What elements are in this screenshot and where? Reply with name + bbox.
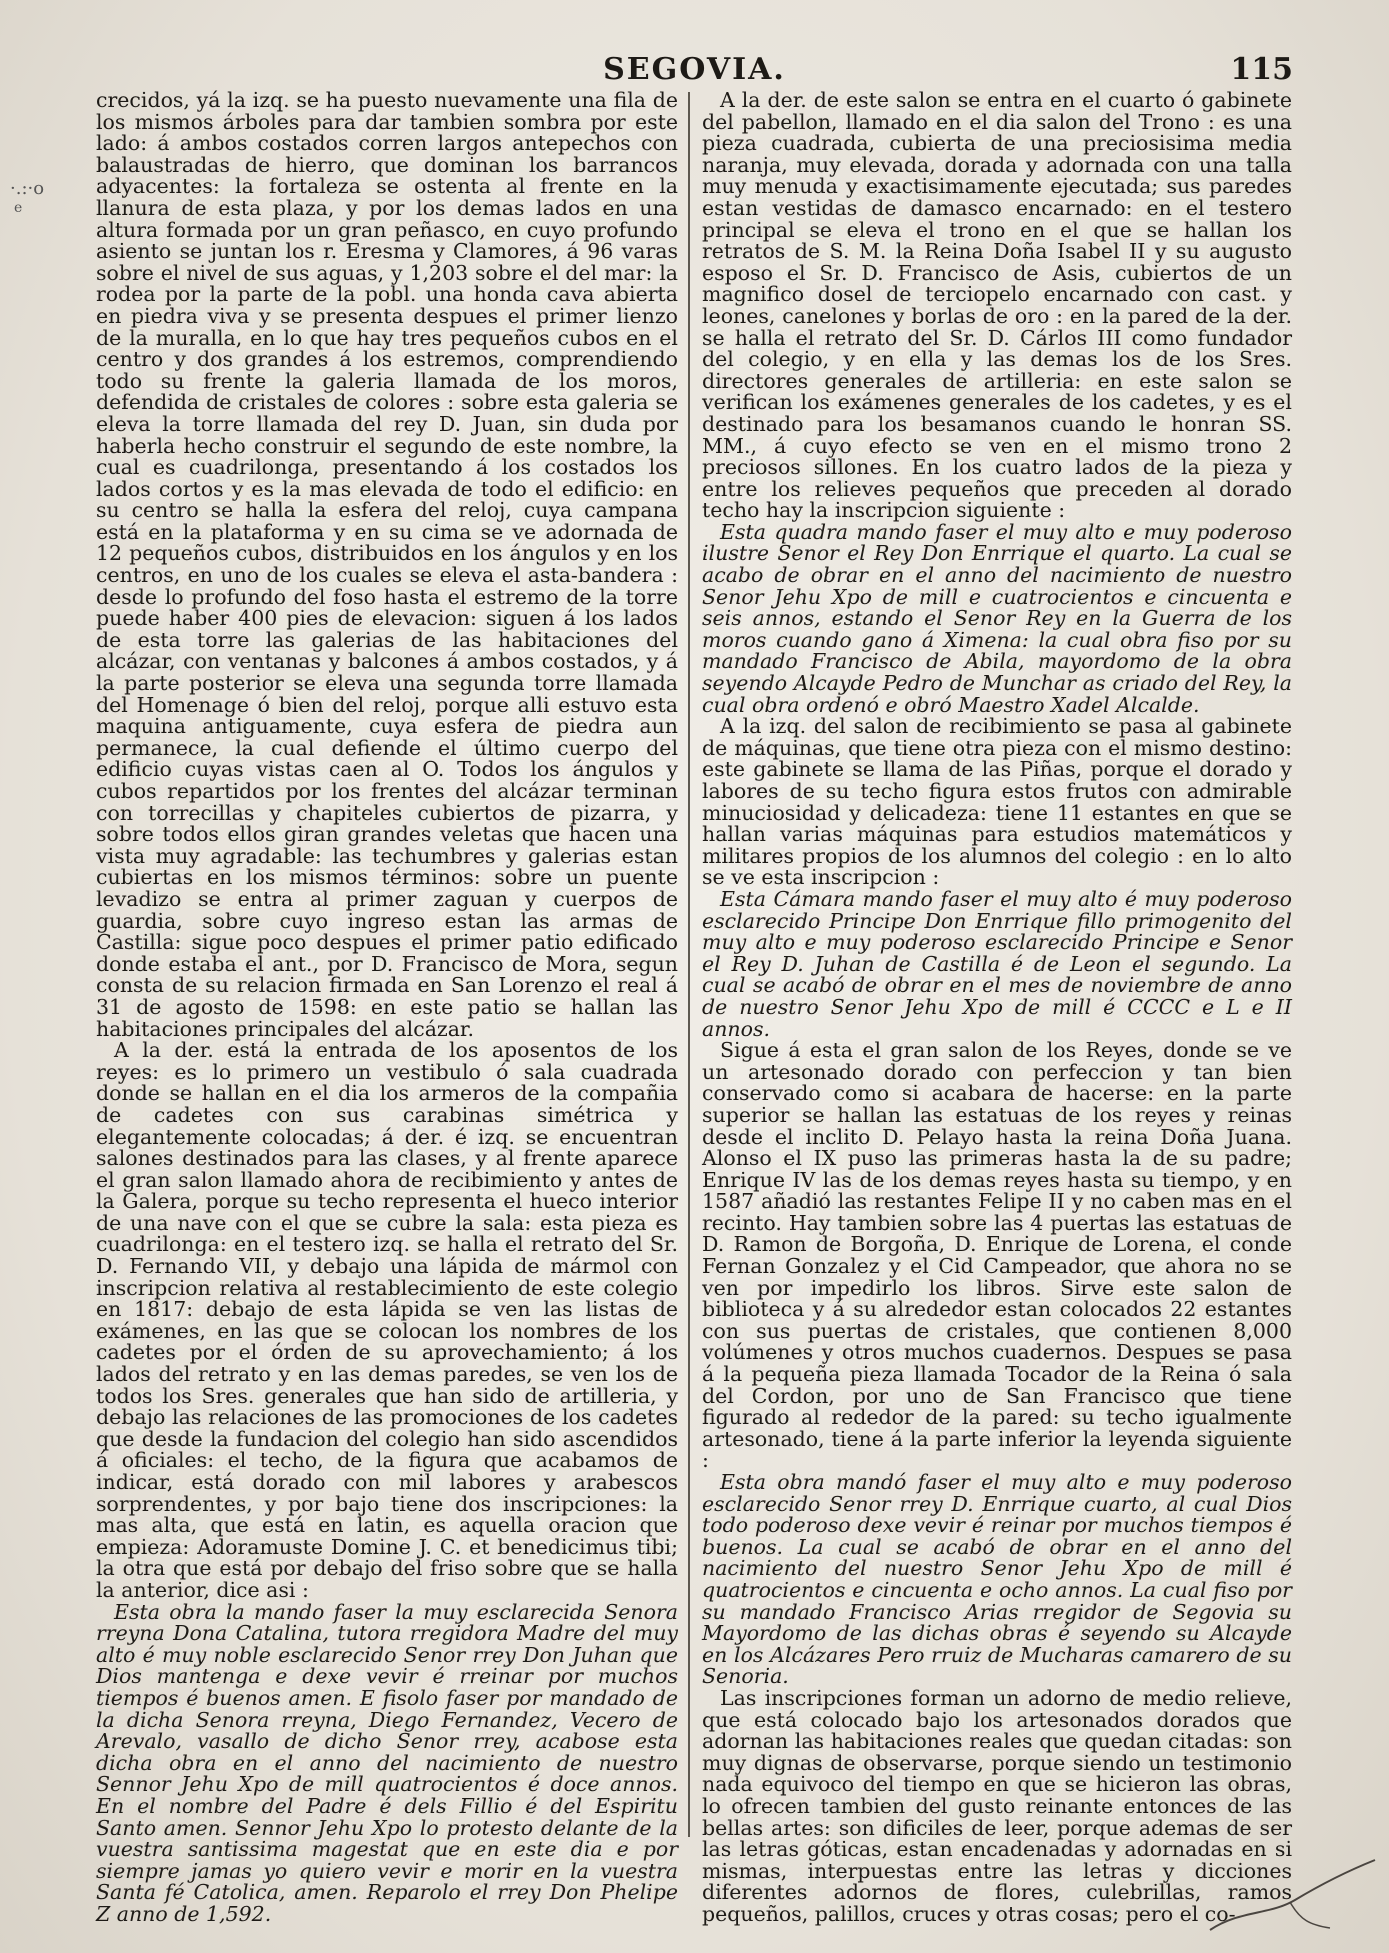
right-paragraph-1: A la der. de este salon se entra en el cuarto ó gabinete del pabellon, llamado en el dia salon del Trono : es una pieza cuadrada, cubierta de una preciosisima media naranja, muy elevada, dorada y adornada con una talla muy menuda y exactisimamente ejecutada; sus paredes estan vestidas de damasco encarnado: en el testero principal se eleva el trono en el que se hallan los retratos de S. M. la Reina Doña Isabel II y su augusto esposo el Sr. D. Francisco de Asis, cubiertos de un magnifico dosel de terciopelo encarnado con cast. y leones, canelones y borlas de oro : en la pared de la der. se halla el retrato del Sr. D. Cárlos III como fundador del colegio, y en ella y las demas los de los Sres. directores generales de artilleria: en este salon se verifican los exámenes generales de los cadetes, y es el destinado para los besamanos cuando le honran SS. MM., á cuyo efecto se ven en el mismo trono 2 preciosos sillones. En los cuatro lados de la pieza y entre los relieves pequeños que preceden al dorado techo hay la inscripcion siguiente : — [702, 88, 1292, 523]
margin-mark-small: e — [14, 200, 23, 216]
left-paragraph-2: A la der. está la entrada de los aposentos de los reyes: es lo primero un vestibulo ó sala cuadrada donde se hallan en el dia los armeros de la compañia de cadetes con sus carabinas simétrica y elegantemente colocadas; á der. é izq. se encuentran salones destinados para las clases, y al frente aparece el gran salon llamado ahora de recibimiento y antes de la Galera, porque su techo representa el hueco interior de una nave con el que se cubre la sala: esta pieza es cuadrilonga: en el testero izq. se halla el retrato del Sr. D. Fernando VII, y debajo una lápida de mármol con inscripcion relativa al restablecimiento de este colegio en 1817: debajo de esta lápida se ven las listas de exámenes, en las que se colocan los nombres de los cadetes por el órden de su aprovechamiento; á los lados del retrato y en las demas paredes, se ven los de todos los Sres. generales que han sido de artilleria, y debajo las relaciones de las promociones de los cadetes que desde la fundacion del colegio han sido ascendidos á oficiales: el techo, de la figura que acabamos de indicar, está dorado con mil labores y arabescos sorprendentes, y por bajo tiene dos inscripciones: la mas alta, que está en latin, es aquella oracion que empieza: Adoramuste Domine J. C. et benedicimus tibi; la otra que está por debajo del friso sobre que se halla la anterior, dice asi : — [96, 1038, 678, 1602]
left-column — [96, 90, 678, 1925]
right-paragraph-4: Las inscripciones forman un adorno de medio relieve, que está colocado bajo los artesonados dorados que adornan las habitaciones reales que quedan citadas: son muy dignas de observarse, porque siendo un testimonio nada equivoco del tiempo en que se hicieron las obras, lo ofrecen tambien del gusto reinante entonces de las bellas artes: son dificiles de leer, porque ademas de ser las letras góticas, estan encadenadas y adornadas en si mismas, interpuestas entre las letras y dicciones diferentes adornos de flores, culebrillas, ramos pequeños, palillos, cruces y otras cosas; pero el co- — [702, 1685, 1292, 1926]
right-paragraph-3: Sigue á esta el gran salon de los Reyes, donde se ve un artesonado dorado con perfeccion y tan bien conservado como si acabara de hacerse: en la parte superior se hallan las estatuas de los reyes y reinas desde el inclito D. Pelayo hasta la reina Doña Juana. Alonso el IX puso las primeras hasta la de su padre; Enrique IV las de los demas reyes hasta su tiempo, y en 1587 añadió las restantes Felipe II y no caben mas en el recinto. Hay tambien sobre las 4 puertas las estatuas de D. Ramon de Borgoña, D. Enrique de Lorena, el conde Fernan Gonzalez y el Cid Campeador, que ahora no se ven por impedirlo los libros. Sirve este salon de biblioteca y á su alrededor estan colocados 22 estantes con sus puertas de cristales, que contienen 8,000 volúmenes y otros muchos cuadernos. Despues se pasa á la pequeña pieza llamada Tocador de la Reina ó sala del Cordon, por uno de San Francisco que tiene figurado al rededor de la pared: su techo igualmente artesonado, tiene á la parte inferior la leyenda siguiente : — [702, 1038, 1292, 1473]
right-inscription-3: Esta obra mandó faser el muy alto e muy poderoso esclarecido Senor rrey D. Enrrique cuarto, al cual Dios todo poderoso dexe vevir é reinar por muchos tiempos é buenos. La cual se acabó de obrar en el anno del nacimiento del nuestro Senor Jehu Xpo de mill é quatrocientos e cincuenta e ocho annos. La cual fiso por su mandado Francisco Arias rregidor de Segovia su Mayordomo de las dichas obras é seyendo su Alcayde en los Alcázares Pero rruiz de Mucharas camarero de su Senoria. — [702, 1470, 1292, 1689]
page-number: 115 — [1230, 52, 1293, 87]
right-column — [702, 90, 1292, 1925]
right-inscription-2: Esta Cámara mando faser el muy alto é muy poderoso esclarecido Principe Don Enrrique fillo primogenito del muy alto e muy poderoso esclarecido Principe e Senor el Rey D. Juhan de Castilla é de Leon el segundo. La cual se acabó de obrar en el mes de noviembre de anno de nuestro Senor Jehu Xpo de mill é CCCC e L e II annos. — [702, 886, 1292, 1041]
column-divider — [688, 92, 690, 1837]
ink-scribble — [1200, 1840, 1380, 1940]
margin-mark: ·.:·o — [10, 178, 45, 199]
running-title: SEGOVIA. — [603, 52, 786, 87]
right-inscription-1: Esta quadra mando faser el muy alto e muy poderoso ilustre Senor el Rey Don Enrrique el quarto. La cual se acabo de obrar en el anno del nacimiento de nuestro Senor Jehu Xpo de mill e cuatrocientos e cincuenta e seis annos, estando el Senor Rey en la Guerra de los moros cuando gano á Ximena: la cual obra fiso por su mandado Francisco de Abila, mayordomo de la obra seyendo Alcayde Pedro de Munchar as criado del Rey, la cual obra ordenó e obró Maestro Xadel Alcalde. — [702, 519, 1292, 717]
left-inscription-1: Esta obra la mando faser la muy esclarecida Senora rreyna Dona Catalina, tutora rregidora Madre del muy alto é muy noble esclarecido Senor rrey Don Juhan que Dios mantenga e dexe vevir é rreinar por muchos tiempos é buenos amen. E fisolo faser por mandado de la dicha Senora rreyna, Diego Fernandez, Vecero de Arevalo, vasallo de dicho Senor rrey, acabose esta dicha obra en el anno del nacimiento de nuestro Sennor Jehu Xpo de mill quatrocientos é doce annos. En el nombre del Padre é dels Fillio é del Espiritu Santo amen. Sennor Jehu Xpo lo protesto delante de la vuestra santissima magestat que en este dia e por siempre jamas yo quiero vevir e morir en la vuestra Santa fé Catolica, amen. Reparolo el rrey Don Phelipe Z anno de 1,592. — [96, 1599, 678, 1926]
page-header — [0, 52, 1389, 92]
left-paragraph-1: crecidos, yá la izq. se ha puesto nuevamente una fila de los mismos árboles para dar tambien sombra por este lado: á ambos costados corren largos antepechos con balaustradas de hierro, que dominan los barrancos adyacentes: la fortaleza se ostenta al frente en la llanura de esta plaza, y por los demas lados en una altura formada por un gran peñasco, en cuyo profundo asiento se juntan los r. Eresma y Clamores, á 96 varas sobre el nivel de sus aguas, y 1,203 sobre el del mar: la rodea por la parte de la pobl. una honda cava abierta en piedra viva y se presenta despues el primer lienzo de la muralla, en lo que hay tres pequeños cubos en el centro y dos grandes á los estremos, comprendiendo todo su frente la galeria llamada de los moros, defendida de cristales de colores : sobre esta galeria se eleva la torre llamada del rey D. Juan, sin duda por haberla hecho construir el segundo de este nombre, la cual es cuadrilonga, presentando á los costados los lados cortos y es la mas elevada de todo el edificio: en su centro se halla la esfera del reloj, cuya campana está en la plataforma y en su cima se ve adornada de 12 pequeños cubos, distribuidos en los ángulos y en los centros, en uno de los cuales se eleva el asta-bandera : desde lo profundo del foso hasta el estremo de la torre puede haber 400 pies de elevacion: siguen á los lados de esta torre las galerias de las habitaciones del alcázar, con ventanas y balcones á ambos costados, y á la parte posterior se eleva una segunda torre llamada del Homenage ó bien del reloj, porque alli estuvo esta maquina antiguamente, cuya esfera de piedra aun permanece, la cual defiende el último cuerpo del edificio cuyas vistas caen al O. Todos los ángulos y cubos repartidos por los frentes del alcázar terminan con torrecillas y chapiteles cubiertos de pizarra, y sobre todos ellos giran grandes veletas que hacen una vista muy agradable: las techumbres y galerias estan cubiertas en los mismos términos: sobre un puente levadizo se entra al primer zaguan y cuerpos de guardia, sobre cuyo ingreso estan las armas de Castilla: sigue poco despues el primer patio edificado donde estaba el ant., por D. Francisco de Mora, segun consta de su relacion firmada en San Lorenzo el real á 31 de agosto de 1598: en este patio se hallan las habitaciones principales del alcázar. — [96, 88, 678, 1041]
right-paragraph-2: A la izq. del salon de recibimiento se pasa al gabinete de máquinas, que tiene otra pieza con el mismo destino: este gabinete se llama de las Piñas, porque el dorado y labores de su techo figura estos frutos con admirable minuciosidad y delicadeza: tiene 11 estantes en que se hallan varias máquinas para estudios matemáticos y militares propios de los alumnos del colegio : en lo alto se ve esta inscripcion : — [702, 714, 1292, 890]
